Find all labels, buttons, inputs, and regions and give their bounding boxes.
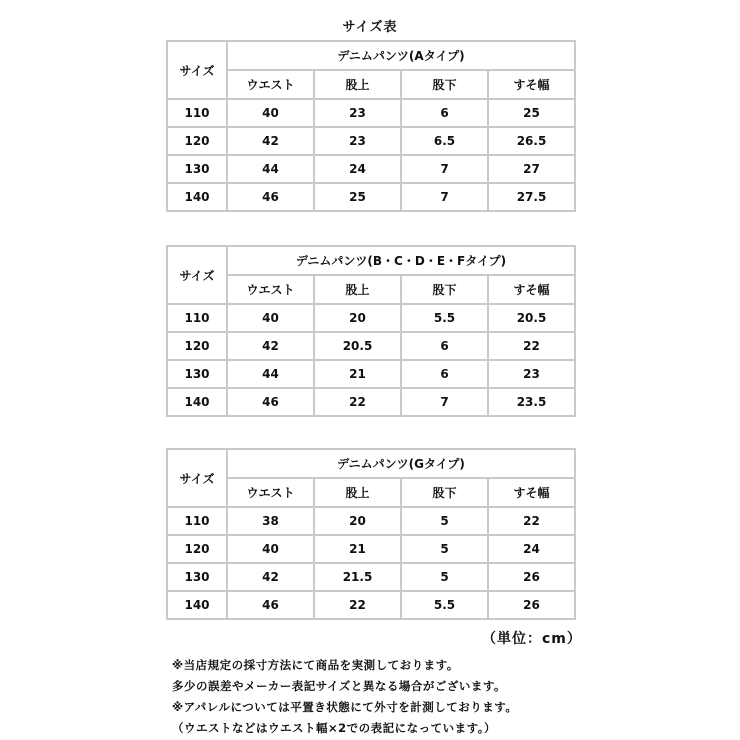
column-header-inseam: 股下 [401,478,488,507]
cell-rise: 22 [314,591,401,619]
cell-rise: 22 [314,388,401,416]
cell-size: 110 [167,507,227,535]
size-table-a [166,40,576,212]
cell-rise: 23 [314,99,401,127]
cell-rise: 21 [314,535,401,563]
table-row [167,155,575,183]
cell-inseam: 5 [401,507,488,535]
size-column-header: サイズ [167,41,227,99]
column-header-rise: 股上 [314,70,401,99]
cell-hem-width: 26 [488,591,575,619]
cell-waist: 38 [227,507,314,535]
cell-size: 110 [167,304,227,332]
cell-rise: 21 [314,360,401,388]
cell-rise: 20 [314,304,401,332]
table-row [167,332,575,360]
table-row [167,183,575,211]
cell-inseam: 6.5 [401,127,488,155]
cell-size: 140 [167,591,227,619]
column-header-hem-width: すそ幅 [488,70,575,99]
cell-size: 110 [167,99,227,127]
cell-rise: 20.5 [314,332,401,360]
cell-inseam: 5 [401,535,488,563]
cell-inseam: 6 [401,332,488,360]
column-header-rise: 股上 [314,478,401,507]
size-table-b [166,245,576,417]
note-line: ※当店規定の採寸方法にて商品を実測しております。 [172,658,459,672]
cell-hem-width: 22 [488,507,575,535]
table-row [167,99,575,127]
cell-hem-width: 24 [488,535,575,563]
cell-hem-width: 23 [488,360,575,388]
table-row [167,127,575,155]
cell-hem-width: 23.5 [488,388,575,416]
cell-waist: 42 [227,563,314,591]
cell-size: 130 [167,360,227,388]
product-group-header: デニムパンツ(B・C・D・E・Fタイプ) [227,246,575,275]
table-row [167,388,575,416]
cell-size: 120 [167,535,227,563]
cell-rise: 25 [314,183,401,211]
cell-size: 120 [167,127,227,155]
table-row [167,304,575,332]
cell-inseam: 5 [401,563,488,591]
table-row [167,563,575,591]
table-header-row [167,246,575,275]
table-row [167,360,575,388]
cell-hem-width: 27 [488,155,575,183]
cell-hem-width: 26.5 [488,127,575,155]
cell-rise: 23 [314,127,401,155]
table-row [167,507,575,535]
size-table-g [166,448,576,620]
cell-waist: 46 [227,388,314,416]
cell-waist: 40 [227,99,314,127]
size-column-header: サイズ [167,449,227,507]
note-line: 多少の誤差やメーカー表記サイズと異なる場合がございます。 [172,679,506,693]
column-header-hem-width: すそ幅 [488,478,575,507]
column-header-hem-width: すそ幅 [488,275,575,304]
cell-waist: 42 [227,332,314,360]
cell-waist: 42 [227,127,314,155]
table-row [167,535,575,563]
cell-waist: 40 [227,535,314,563]
cell-hem-width: 26 [488,563,575,591]
cell-waist: 46 [227,183,314,211]
cell-inseam: 6 [401,360,488,388]
note-line: ※アパレルについては平置き状態にて外寸を計測しております。 [172,700,518,714]
table-row [167,591,575,619]
column-header-inseam: 股下 [401,275,488,304]
cell-rise: 20 [314,507,401,535]
column-header-rise: 股上 [314,275,401,304]
measurement-notes [172,655,517,739]
table-header-row [167,275,575,304]
product-group-header: デニムパンツ(Aタイプ) [227,41,575,70]
cell-waist: 44 [227,360,314,388]
cell-waist: 40 [227,304,314,332]
cell-inseam: 5.5 [401,591,488,619]
page-title: サイズ表 [342,20,398,35]
cell-rise: 24 [314,155,401,183]
cell-inseam: 7 [401,155,488,183]
cell-hem-width: 22 [488,332,575,360]
column-header-waist: ウエスト [227,478,314,507]
size-column-header: サイズ [167,246,227,304]
cell-size: 130 [167,563,227,591]
cell-hem-width: 20.5 [488,304,575,332]
cell-size: 140 [167,388,227,416]
column-header-inseam: 股下 [401,70,488,99]
product-group-header: デニムパンツ(Gタイプ) [227,449,575,478]
cell-hem-width: 25 [488,99,575,127]
cell-size: 140 [167,183,227,211]
cell-waist: 46 [227,591,314,619]
cell-inseam: 5.5 [401,304,488,332]
cell-inseam: 7 [401,388,488,416]
unit-note: （単位：cm） [482,631,582,647]
table-header-row [167,449,575,478]
column-header-waist: ウエスト [227,70,314,99]
cell-rise: 21.5 [314,563,401,591]
table-header-row [167,70,575,99]
table-header-row [167,478,575,507]
cell-waist: 44 [227,155,314,183]
table-header-row [167,41,575,70]
cell-inseam: 6 [401,99,488,127]
cell-size: 120 [167,332,227,360]
note-line: （ウエストなどはウエスト幅×2での表記になっています。） [172,721,496,735]
cell-size: 130 [167,155,227,183]
cell-hem-width: 27.5 [488,183,575,211]
cell-inseam: 7 [401,183,488,211]
column-header-waist: ウエスト [227,275,314,304]
